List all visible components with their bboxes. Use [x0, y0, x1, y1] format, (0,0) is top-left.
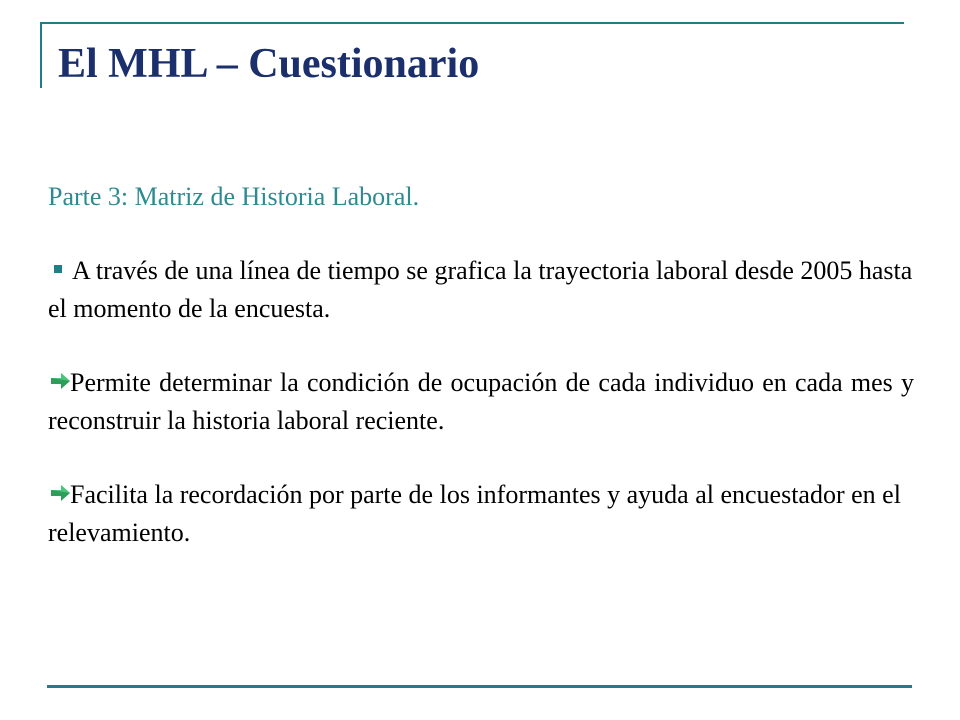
- square-bullet-icon: [54, 265, 62, 273]
- arrow-paragraph-1: [48, 364, 914, 440]
- bullet-text: A través de una línea de tiempo se grafica la trayectoria laboral desde 2005 hasta el momento de la encuesta.: [48, 256, 913, 323]
- slide-title: El MHL – Cuestionario: [58, 41, 480, 87]
- arrow-item-text: Facilita la recordación por parte de los informantes y ayuda al encuestador en el relevamiento.: [48, 480, 901, 547]
- arrow-right-icon: [48, 369, 72, 393]
- bottom-accent-line: [47, 685, 912, 688]
- arrow-paragraph-2: [48, 476, 914, 552]
- arrow-right-icon: [48, 481, 72, 505]
- bullet-paragraph: [48, 252, 914, 328]
- slide-content: [48, 178, 914, 588]
- left-accent-line: [40, 22, 42, 88]
- section-subtitle: Parte 3: Matriz de Historia Laboral.: [48, 182, 420, 211]
- top-accent-line: [40, 22, 904, 24]
- arrow-item-text: Permite determinar la condición de ocupación de cada individuo en cada mes y reconstruir la historia laboral reciente.: [48, 368, 914, 435]
